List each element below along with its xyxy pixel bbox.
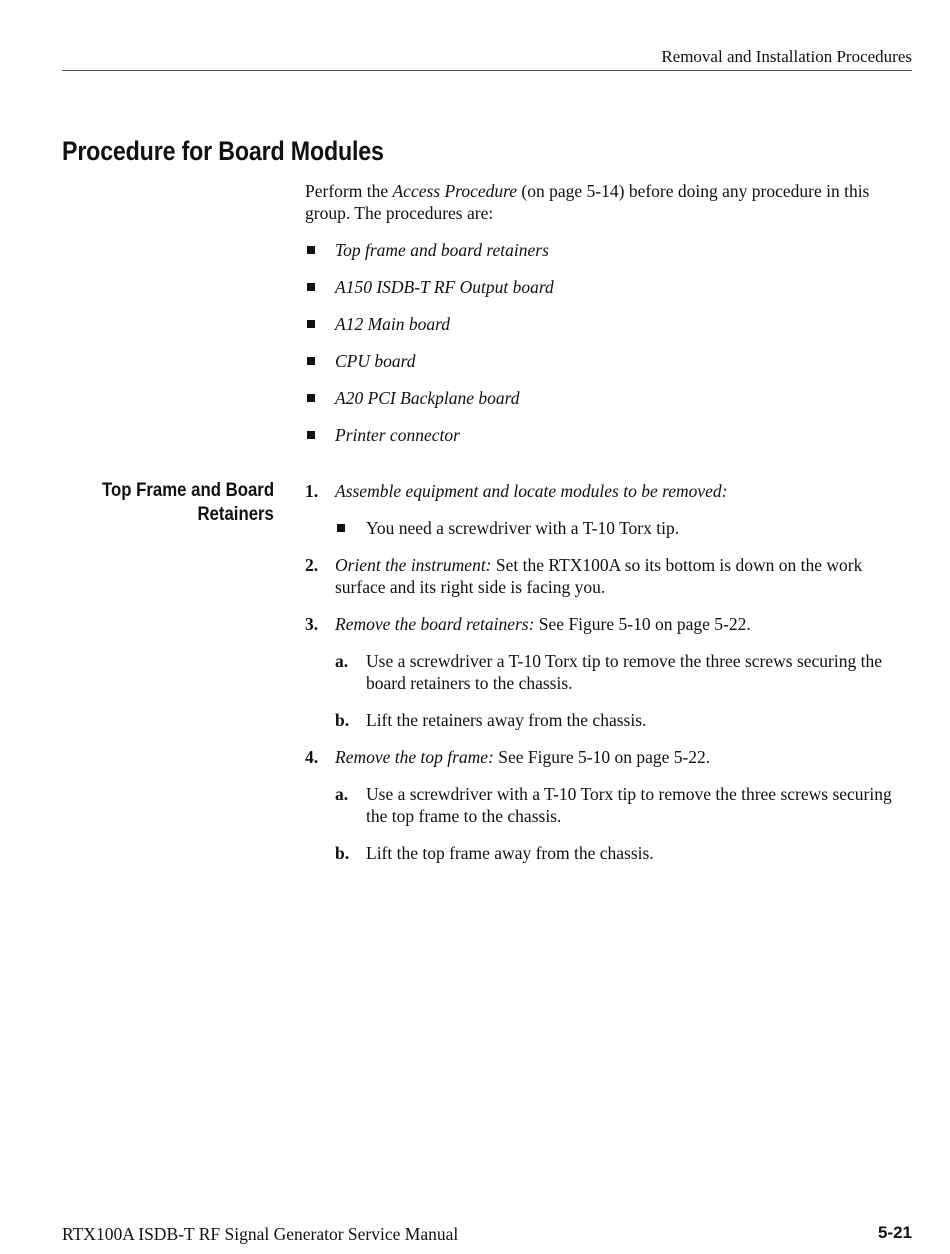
step-number: 2. <box>305 555 319 575</box>
substep-text: Use a screwdriver with a T-10 Torx tip to remove the three screws securing the top frame to the chassis. <box>366 784 892 826</box>
subsection-heading-line1: Top Frame and Board <box>101 479 274 501</box>
running-header: Removal and Installation Procedures <box>62 46 912 71</box>
step-number: 3. <box>305 614 319 634</box>
substep-item <box>335 783 913 827</box>
list-item <box>305 350 913 372</box>
step-bullet-list <box>335 517 913 539</box>
substep-text: Lift the top frame away from the chassis. <box>366 843 654 863</box>
step-item <box>305 746 913 864</box>
step-text: See Figure 5-10 on page 5-22. <box>534 614 751 634</box>
list-item <box>305 313 913 335</box>
list-item <box>305 424 913 446</box>
step-list <box>305 480 913 879</box>
substep-letter: b. <box>335 710 350 730</box>
step-title: Assemble equipment and locate modules to be removed: <box>335 481 728 501</box>
square-bullet-icon <box>307 431 315 439</box>
list-item <box>335 517 913 539</box>
substep-text: Lift the retainers away from the chassis. <box>366 710 647 730</box>
subsection-heading <box>62 478 274 526</box>
procedure-label: A20 PCI Backplane board <box>335 388 520 408</box>
intro-suffix: (on page 5-14) before doing any procedure in this group. The procedures are: <box>305 181 870 223</box>
list-item <box>305 276 913 298</box>
procedure-list <box>305 239 913 461</box>
square-bullet-icon <box>307 246 315 254</box>
substep-text: Use a screwdriver a T-10 Torx tip to remove the three screws securing the board retainers to the chassis. <box>366 651 882 693</box>
list-item <box>305 387 913 409</box>
square-bullet-icon <box>307 394 315 402</box>
substep-item <box>335 650 913 694</box>
step-text: See Figure 5-10 on page 5-22. <box>493 747 711 767</box>
intro-prefix: Perform the <box>305 181 393 201</box>
square-bullet-icon <box>307 357 315 365</box>
access-procedure-reference: Access Procedure <box>392 181 518 201</box>
list-item <box>305 239 913 261</box>
procedure-label: Printer connector <box>335 425 460 445</box>
footer-manual-title: RTX100A ISDB-T RF Signal Generator Service Manual <box>62 1224 459 1244</box>
substep-letter: b. <box>335 843 350 863</box>
square-bullet-icon <box>337 524 345 532</box>
subsection-heading-line2: Retainers <box>197 503 274 525</box>
bullet-text: You need a screwdriver with a T-10 Torx tip. <box>366 518 680 538</box>
footer-page-number: 5-21 <box>877 1223 912 1242</box>
procedure-label: Top frame and board retainers <box>335 240 549 260</box>
square-bullet-icon <box>307 320 315 328</box>
step-item <box>305 554 913 598</box>
step-number: 4. <box>305 747 319 767</box>
procedure-label: CPU board <box>335 351 416 371</box>
procedure-label: A150 ISDB-T RF Output board <box>335 277 554 297</box>
step-number: 1. <box>305 481 319 501</box>
step-title: Orient the instrument: <box>335 555 492 575</box>
intro-paragraph <box>305 180 913 224</box>
square-bullet-icon <box>307 283 315 291</box>
page-title: Procedure for Board Modules <box>62 136 384 166</box>
substep-list <box>335 650 913 731</box>
step-text: Set the RTX100A so its bottom is down on the work surface and its right side is facing you. <box>335 555 863 597</box>
procedure-label: A12 Main board <box>335 314 451 334</box>
step-title: Remove the board retainers: <box>335 614 535 634</box>
substep-item <box>335 842 913 864</box>
substep-letter: a. <box>335 651 349 671</box>
step-item <box>305 613 913 731</box>
step-title: Remove the top frame: <box>335 747 494 767</box>
step-item <box>305 480 913 539</box>
substep-letter: a. <box>335 784 349 804</box>
substep-item <box>335 709 913 731</box>
substep-list <box>335 783 913 864</box>
